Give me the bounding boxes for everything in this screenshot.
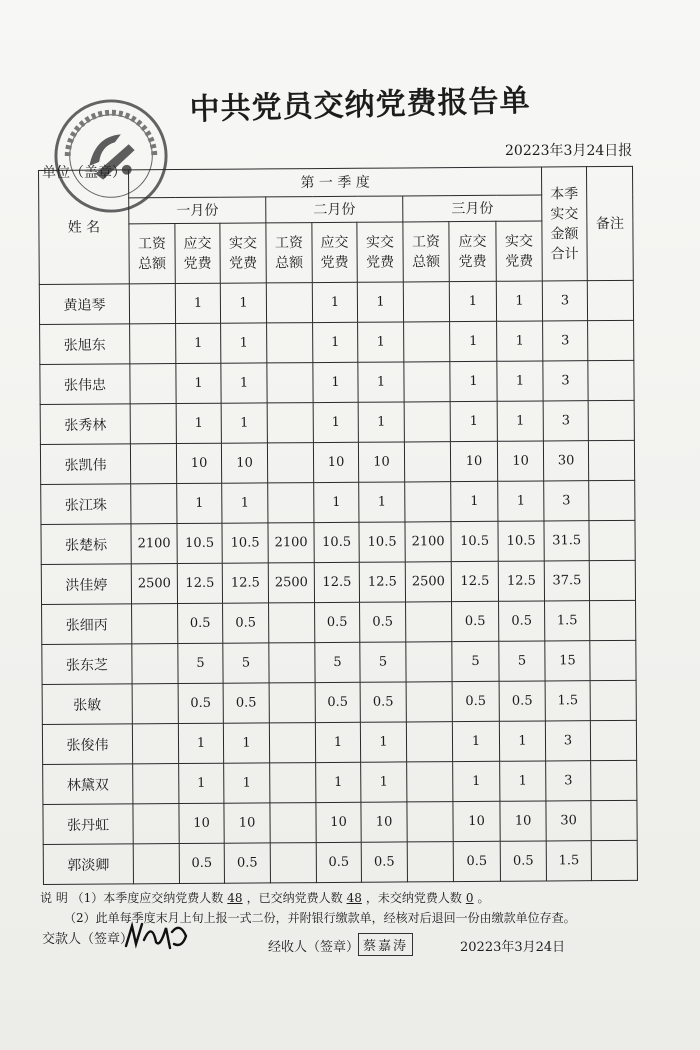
member-name-cell: 张细丙 [42, 604, 132, 645]
notes-label: 说 明 [40, 891, 68, 905]
quarter-total-cell: 3 [544, 481, 589, 521]
table-row [40, 360, 634, 404]
member-name-cell: 张伟忠 [40, 364, 130, 405]
quarter-total-cell: 1.5 [545, 681, 590, 721]
table-row [40, 440, 634, 484]
member-name-cell: 洪佳婷 [41, 564, 131, 605]
member-name-cell: 张俊伟 [42, 724, 132, 765]
salary-cell [130, 324, 176, 364]
header-due [175, 223, 220, 283]
paid-fee-cell: 5 [499, 641, 545, 681]
due-fee-cell: 0.5 [452, 681, 499, 721]
member-name-cell: 张丹虹 [43, 804, 133, 845]
remark-cell [590, 640, 636, 680]
header-salary-text: 工资总额 [274, 234, 304, 271]
remark-cell [587, 280, 633, 320]
salary-cell [407, 842, 453, 882]
paid-fee-cell: 1 [498, 481, 544, 521]
due-fee-cell: 1 [178, 723, 223, 763]
paid-fee-cell: 0.5 [361, 842, 407, 882]
salary-cell [269, 643, 315, 683]
header-due [449, 221, 496, 281]
paid-fee-cell: 1 [358, 322, 404, 362]
salary-cell [270, 843, 316, 883]
header-due [312, 222, 357, 282]
page-title: 中共党员交纳党费报告单 [189, 83, 531, 128]
paid-fee-cell: 1 [497, 321, 543, 361]
salary-cell [130, 404, 176, 444]
party-fee-table [38, 166, 638, 885]
due-fee-cell: 0.5 [179, 843, 224, 883]
remark-cell [589, 480, 635, 520]
due-fee-cell: 1 [314, 482, 359, 522]
due-fee-cell: 1 [315, 722, 360, 762]
due-fee-cell: 1 [316, 762, 361, 802]
due-fee-cell: 1 [452, 721, 499, 761]
paid-fee-cell: 0.5 [500, 841, 546, 881]
salary-cell [267, 403, 313, 443]
remark-cell [588, 440, 634, 480]
unit-seal-label: 单位（盖章） [42, 165, 126, 181]
due-fee-cell: 12.5 [177, 563, 222, 603]
salary-cell [404, 322, 450, 362]
salary-cell [407, 762, 453, 802]
salary-cell: 2500 [131, 564, 177, 604]
salary-cell: 2100 [405, 522, 451, 562]
salary-cell [267, 443, 313, 483]
salary-cell [268, 483, 314, 523]
remark-cell [588, 400, 634, 440]
due-fee-cell: 10 [179, 803, 224, 843]
due-fee-cell: 10 [450, 441, 497, 481]
salary-cell [131, 484, 177, 524]
notes-text-a: （1）本季度应交纳党费人数 [71, 891, 224, 905]
paid-fee-cell: 1 [220, 283, 266, 323]
notes-line-1 [40, 888, 680, 908]
paid-fee-cell: 1 [223, 723, 269, 763]
due-fee-cell: 1 [176, 323, 221, 363]
paid-fee-cell: 1 [361, 762, 407, 802]
quarter-total-cell: 3 [546, 761, 591, 801]
paid-fee-cell: 10 [497, 441, 543, 481]
due-fee-cell: 1 [313, 362, 358, 402]
paid-fee-cell: 10 [500, 801, 546, 841]
paid-fee-cell: 1 [500, 761, 546, 801]
due-fee-cell: 0.5 [315, 682, 360, 722]
paid-fee-cell: 1 [359, 482, 405, 522]
paid-fee-cell: 0.5 [360, 602, 406, 642]
header-paid [496, 221, 542, 281]
paid-fee-cell: 12.5 [359, 562, 405, 602]
salary-cell [404, 442, 450, 482]
signature-date: 20223年3月24日 [460, 940, 566, 955]
quarter-total-cell: 3 [543, 361, 588, 401]
paid-fee-cell: 1 [358, 402, 404, 442]
table-row [43, 800, 637, 844]
salary-cell [269, 603, 315, 643]
notes-text-b: ，已交纳党费人数 [246, 891, 343, 905]
due-fee-cell: 12.5 [314, 562, 359, 602]
remark-cell [588, 360, 634, 400]
due-fee-cell: 0.5 [316, 842, 361, 882]
unpaid-count: 0 [465, 891, 474, 905]
salary-cell [270, 803, 316, 843]
paid-fee-cell: 10 [358, 442, 404, 482]
paid-fee-cell: 1 [496, 281, 542, 321]
member-name-cell: 张秀林 [40, 404, 130, 445]
paid-fee-cell: 1 [221, 403, 267, 443]
table-row [40, 320, 634, 364]
paid-fee-cell: 10 [221, 443, 267, 483]
paid-fee-cell: 1 [499, 721, 545, 761]
due-fee-cell: 0.5 [452, 601, 499, 641]
salary-cell: 2500 [405, 562, 451, 602]
payer-label: 交款人（签章） [42, 932, 134, 947]
receiver-label: 经收人（签章） [268, 940, 360, 955]
remark-cell [590, 720, 636, 760]
paid-fee-cell: 1 [357, 282, 403, 322]
member-name-cell: 张敏 [42, 684, 132, 725]
header-due-text: 应交党费 [320, 234, 349, 271]
salary-cell [266, 283, 312, 323]
table-row [43, 760, 637, 804]
paid-fee-cell: 10 [224, 803, 270, 843]
paid-fee-cell: 1 [497, 361, 543, 401]
remark-cell [590, 680, 636, 720]
quarter-total-cell: 30 [543, 441, 588, 481]
paid-fee-cell: 10.5 [222, 523, 268, 563]
header-quarter: 第 一 季 度 [129, 167, 542, 198]
quarter-total-cell: 3 [543, 401, 588, 441]
salary-cell [133, 804, 179, 844]
salary-cell [132, 684, 178, 724]
paid-fee-cell: 5 [360, 642, 406, 682]
due-fee-cell: 1 [176, 403, 221, 443]
due-fee-cell: 1 [313, 402, 358, 442]
salary-cell [406, 682, 452, 722]
quarter-total-cell: 3 [545, 721, 590, 761]
remark-cell [588, 320, 634, 360]
salary-cell [406, 642, 452, 682]
member-name-cell: 张东芝 [42, 644, 132, 685]
due-fee-cell: 1 [179, 763, 224, 803]
due-fee-cell: 0.5 [315, 602, 360, 642]
remark-cell [591, 840, 637, 880]
salary-cell [406, 602, 452, 642]
payer-signature [122, 918, 192, 954]
salary-cell [133, 764, 179, 804]
paid-fee-cell: 1 [224, 763, 270, 803]
due-fee-cell: 0.5 [453, 841, 500, 881]
header-paid-text: 实交党费 [228, 234, 258, 272]
due-fee-cell: 10.5 [451, 521, 498, 561]
table-row [42, 600, 636, 644]
paid-fee-cell: 1 [360, 722, 406, 762]
due-fee-cell: 1 [312, 282, 357, 322]
paid-fee-cell: 0.5 [499, 601, 545, 641]
salary-cell [404, 402, 450, 442]
salary-cell [269, 683, 315, 723]
remark-cell [591, 800, 637, 840]
table-row [41, 480, 635, 524]
paid-fee-cell: 1 [221, 363, 267, 403]
paid-fee-cell: 0.5 [223, 683, 269, 723]
due-fee-cell: 1 [450, 401, 497, 441]
paid-fee-cell: 10 [361, 802, 407, 842]
header-salary [403, 222, 449, 282]
header-salary [266, 223, 312, 283]
salary-cell [406, 722, 452, 762]
quarter-total-cell: 31.5 [544, 521, 589, 561]
paid-fee-cell: 12.5 [498, 561, 544, 601]
due-fee-cell: 10 [313, 442, 358, 482]
notes-text-d: 。 [477, 891, 490, 905]
quarter-total-cell: 3 [542, 281, 587, 321]
due-fee-cell: 0.5 [178, 683, 223, 723]
salary-cell [132, 604, 178, 644]
report-date: 20223年3月24日报 [505, 143, 633, 159]
salary-cell [130, 444, 176, 484]
paid-fee-cell: 0.5 [499, 681, 545, 721]
due-fee-cell: 5 [178, 643, 223, 683]
salary-cell [269, 723, 315, 763]
salary-cell [267, 323, 313, 363]
due-fee-cell: 1 [453, 761, 500, 801]
due-fee-cell: 1 [176, 363, 221, 403]
due-fee-cell: 1 [313, 322, 358, 362]
paid-fee-cell: 0.5 [224, 843, 270, 883]
header-month-2: 二月份 [266, 196, 403, 223]
paid-fee-cell: 1 [222, 483, 268, 523]
paid-fee-cell: 10.5 [359, 522, 405, 562]
header-remark: 备注 [587, 166, 634, 280]
quarter-total-cell: 3 [543, 321, 588, 361]
due-fee-cell: 5 [315, 642, 360, 682]
member-name-cell: 张凯伟 [40, 444, 130, 485]
salary-cell [267, 363, 313, 403]
paid-fee-cell: 1 [221, 323, 267, 363]
member-name-cell: 张江珠 [41, 484, 131, 525]
salary-cell [407, 802, 453, 842]
salary-cell [132, 644, 178, 684]
salary-cell [133, 844, 179, 884]
table-row [42, 720, 636, 764]
header-paid-text: 实交党费 [504, 233, 534, 270]
paid-fee-cell: 0.5 [223, 603, 269, 643]
due-fee-cell: 12.5 [451, 561, 498, 601]
due-fee-cell: 1 [450, 321, 497, 361]
table-row [39, 280, 633, 324]
table-row [43, 840, 637, 884]
salary-cell: 2500 [268, 563, 314, 603]
due-fee-cell: 10.5 [177, 523, 222, 563]
due-fee-cell: 1 [175, 283, 220, 323]
remark-cell [591, 760, 637, 800]
notes-line-2: （2）此单每季度末月上旬上报一式二份，并附银行缴款单，经核对后退回一份由缴款单位存查。 [64, 911, 576, 925]
paid-fee-cell: 5 [223, 643, 269, 683]
table-row [42, 680, 636, 724]
header-paid [220, 223, 266, 283]
salary-cell [404, 362, 450, 402]
due-fee-cell: 10 [176, 443, 221, 483]
table-row [41, 560, 635, 604]
member-name-cell: 张楚标 [41, 524, 131, 565]
quarter-total-cell: 37.5 [544, 561, 589, 601]
due-fee-cell: 10.5 [314, 522, 359, 562]
notes-text-c: ，未交纳党费人数 [365, 891, 462, 905]
paid-fee-cell: 1 [358, 362, 404, 402]
header-salary-text: 工资总额 [411, 233, 441, 270]
table-row [40, 400, 634, 444]
salary-cell [403, 282, 449, 322]
header-total-text: 本季实交金额合计 [550, 185, 579, 262]
paid-fee-cell: 12.5 [222, 563, 268, 603]
header-paid-text: 实交党费 [365, 234, 395, 271]
due-fee-cell: 5 [452, 641, 499, 681]
due-fee-cell: 10 [453, 801, 500, 841]
member-name-cell: 黄追琴 [39, 284, 129, 325]
receiver-name-stamp: 蔡嘉涛 [358, 933, 413, 956]
header-paid [357, 222, 403, 282]
salary-cell [130, 364, 176, 404]
salary-cell [405, 482, 451, 522]
due-count: 48 [227, 891, 243, 905]
salary-cell [270, 763, 316, 803]
table-row [41, 520, 635, 564]
salary-cell: 2100 [268, 523, 314, 563]
due-fee-cell: 1 [451, 481, 498, 521]
due-fee-cell: 1 [177, 483, 222, 523]
paid-count: 48 [346, 891, 362, 905]
remark-cell [589, 560, 635, 600]
header-total [542, 167, 588, 281]
member-name-cell: 张旭东 [40, 324, 130, 365]
quarter-total-cell: 30 [546, 801, 591, 841]
paid-fee-cell: 1 [497, 401, 543, 441]
header-month-1: 一月份 [129, 197, 266, 224]
header-due-text: 应交党费 [458, 233, 487, 270]
quarter-total-cell: 15 [545, 641, 590, 681]
header-salary [129, 224, 175, 284]
header-due-text: 应交党费 [183, 235, 212, 272]
remark-cell [589, 520, 635, 560]
salary-cell [129, 284, 175, 324]
due-fee-cell: 10 [316, 802, 361, 842]
paid-fee-cell: 10.5 [498, 521, 544, 561]
quarter-total-cell: 1.5 [545, 601, 590, 641]
due-fee-cell: 0.5 [178, 603, 223, 643]
header-month-3: 三月份 [403, 195, 542, 222]
member-name-cell: 林黛双 [43, 764, 133, 805]
header-name: 姓 名 [39, 170, 130, 285]
member-name-cell: 郭淡卿 [43, 844, 133, 885]
quarter-total-cell: 1.5 [546, 841, 591, 881]
salary-cell: 2100 [131, 524, 177, 564]
salary-cell [132, 724, 178, 764]
due-fee-cell: 1 [449, 281, 496, 321]
table-row [42, 640, 636, 684]
header-salary-text: 工资总额 [137, 235, 167, 272]
fee-table-body [39, 280, 637, 884]
due-fee-cell: 1 [450, 361, 497, 401]
paid-fee-cell: 0.5 [360, 682, 406, 722]
remark-cell [590, 600, 636, 640]
